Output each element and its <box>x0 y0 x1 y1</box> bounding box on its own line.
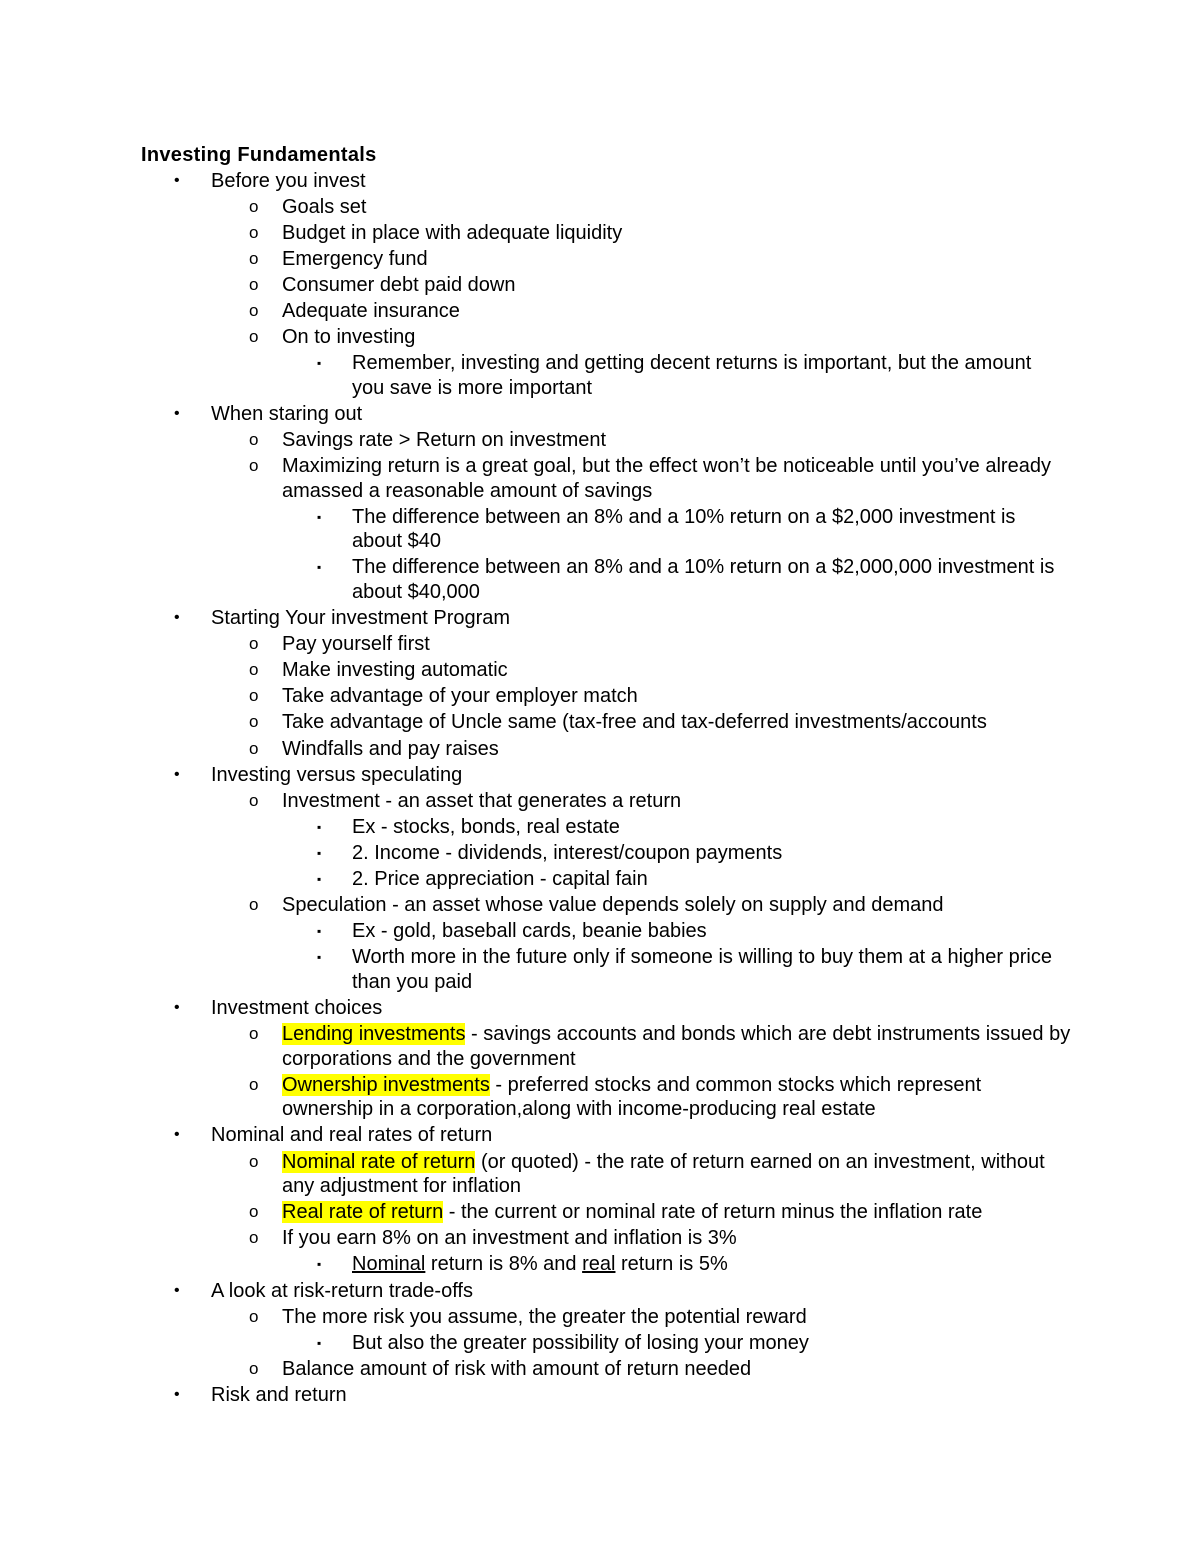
item-text: Goals set <box>282 195 367 218</box>
item-text: The difference between an 8% and a 10% return on a $2,000 investment is about $40 <box>352 505 1016 553</box>
list-item-level-0 <box>0 169 1071 194</box>
circle-bullet-icon: o <box>249 429 259 449</box>
list-item-level-2 <box>0 351 1067 400</box>
item-text: Adequate insurance <box>282 299 460 322</box>
item-text: Budget in place with adequate liquidity <box>282 221 623 244</box>
list-item-level-1 <box>0 684 1072 709</box>
item-text: On to investing <box>282 326 416 349</box>
circle-bullet-icon: o <box>249 660 259 680</box>
disc-bullet-icon: • <box>174 1281 180 1299</box>
item-text: Speculation - an asset whose value depends solely on supply and demand <box>282 894 944 917</box>
item-text: Ex - stocks, bonds, real estate <box>352 815 620 838</box>
square-bullet-icon: ▪ <box>317 1335 322 1350</box>
circle-bullet-icon: o <box>249 327 259 347</box>
item-text: Nominal and real rates of return <box>211 1124 493 1147</box>
list-item-level-2 <box>0 1252 1067 1277</box>
item-text: - savings accounts and bonds which are debt instruments issued by corporations and the government <box>282 1023 1071 1070</box>
square-bullet-icon: ▪ <box>317 356 322 371</box>
circle-bullet-icon: o <box>249 300 259 320</box>
circle-bullet-icon: o <box>249 1358 259 1378</box>
disc-bullet-icon: • <box>174 404 180 422</box>
list-item-level-0 <box>0 606 1071 631</box>
circle-bullet-icon: o <box>249 712 259 732</box>
list-item-level-0 <box>0 996 1071 1021</box>
square-bullet-icon: ▪ <box>317 560 322 575</box>
square-bullet-icon: ▪ <box>317 819 322 834</box>
circle-bullet-icon: o <box>249 1228 259 1248</box>
item-text: If you earn 8% on an investment and inflation is 3% <box>282 1227 737 1250</box>
circle-bullet-icon: o <box>249 895 259 915</box>
item-text: Investment - an asset that generates a return <box>282 789 682 812</box>
item-text: 2. Income - dividends, interest/coupon payments <box>352 841 783 864</box>
item-text: return is 5% <box>615 1253 728 1276</box>
item-text: 2. Price appreciation - capital fain <box>352 868 648 891</box>
circle-bullet-icon: o <box>249 686 259 706</box>
circle-bullet-icon: o <box>249 274 259 294</box>
square-bullet-icon: ▪ <box>317 924 322 939</box>
highlighted-term: Ownership investments <box>282 1073 490 1096</box>
circle-bullet-icon: o <box>249 1306 259 1326</box>
item-text: (or quoted) - the rate of return earned on an investment, without any adjustment for inflation <box>282 1150 1045 1198</box>
item-text: Risk and return <box>211 1383 347 1406</box>
list-item-level-1 <box>0 1073 1072 1122</box>
list-item-level-1 <box>0 299 1072 324</box>
list-item-level-2 <box>0 919 1067 944</box>
item-text: - preferred stocks and common stocks which represent ownership in a corporation,along with income-producing real estate <box>282 1073 982 1121</box>
list-item-level-2 <box>0 841 1067 866</box>
item-text: When staring out <box>211 402 363 425</box>
list-item-level-2 <box>0 555 1067 604</box>
list-item-level-1 <box>0 1226 1072 1251</box>
list-item-level-0 <box>0 1279 1071 1304</box>
underlined-term: real <box>582 1253 616 1276</box>
circle-bullet-icon: o <box>249 1202 259 1222</box>
circle-bullet-icon: o <box>249 1074 259 1094</box>
item-text: Balance amount of risk with amount of return needed <box>282 1357 752 1380</box>
item-text: Emergency fund <box>282 247 428 270</box>
list-item-level-2 <box>0 815 1067 840</box>
circle-bullet-icon: o <box>249 1024 259 1044</box>
square-bullet-icon: ▪ <box>317 872 322 887</box>
list-item-level-1 <box>0 893 1072 918</box>
list-item-level-1 <box>0 1022 1072 1071</box>
list-item-level-1 <box>0 1357 1072 1382</box>
list-item-level-1 <box>0 325 1072 350</box>
disc-bullet-icon: • <box>174 999 180 1016</box>
list-item-level-1 <box>0 247 1072 272</box>
list-item-level-0 <box>0 1383 1071 1408</box>
list-item-level-2 <box>0 867 1067 892</box>
item-text: But also the greater possibility of losing your money <box>352 1331 809 1354</box>
item-text: Take advantage of Uncle same (tax-free and tax-deferred investments/accounts <box>282 711 987 734</box>
list-item-level-1 <box>0 273 1072 298</box>
disc-bullet-icon: • <box>174 171 180 189</box>
list-item-level-2 <box>0 1331 1067 1356</box>
item-text: Investing versus speculating <box>211 763 463 786</box>
list-item-level-1 <box>0 1150 1072 1199</box>
item-text: Remember, investing and getting decent returns is important, but the amount you save is more important <box>352 352 1032 399</box>
item-text: Maximizing return is a great goal, but the effect won’t be noticeable until you’ve already amassed a reasonable amount of savings <box>282 455 1051 502</box>
list-item-level-0 <box>0 1123 1071 1148</box>
item-text: - the current or nominal rate of return minus the inflation rate <box>443 1201 983 1224</box>
item-text: The difference between an 8% and a 10% return on a $2,000,000 investment is about $40,000 <box>352 556 1055 603</box>
underlined-term: Nominal <box>352 1253 426 1276</box>
circle-bullet-icon: o <box>249 456 259 476</box>
list-item-level-1 <box>0 221 1072 246</box>
outline-list <box>0 167 1200 1408</box>
list-item-level-1 <box>0 195 1072 220</box>
item-text: Consumer debt paid down <box>282 273 516 296</box>
item-text: Ex - gold, baseball cards, beanie babies <box>352 920 707 943</box>
list-item-level-0 <box>0 402 1071 427</box>
list-item-level-1 <box>0 737 1072 762</box>
list-item-level-2 <box>0 945 1067 994</box>
list-item-level-1 <box>0 428 1072 453</box>
list-item-level-1 <box>0 1200 1072 1225</box>
item-text: Take advantage of your employer match <box>282 685 638 708</box>
document-title: Investing Fundamentals <box>141 144 377 166</box>
list-item-level-1 <box>0 632 1072 657</box>
list-item-level-1 <box>0 710 1072 735</box>
highlighted-term: Real rate of return <box>282 1201 444 1224</box>
list-item-level-1 <box>0 789 1072 814</box>
item-text: Before you invest <box>211 169 366 192</box>
circle-bullet-icon: o <box>249 738 259 758</box>
item-text: Investment choices <box>211 997 383 1019</box>
square-bullet-icon: ▪ <box>317 950 322 965</box>
item-text: Worth more in the future only if someone is willing to buy them at a higher price than you paid <box>352 946 1052 993</box>
square-bullet-icon: ▪ <box>317 509 322 524</box>
disc-bullet-icon: • <box>174 765 180 783</box>
square-bullet-icon: ▪ <box>317 845 322 860</box>
square-bullet-icon: ▪ <box>317 1257 322 1272</box>
list-item-level-1 <box>0 1305 1072 1330</box>
circle-bullet-icon: o <box>249 248 259 268</box>
list-item-level-0 <box>0 763 1071 788</box>
highlighted-term: Lending investments <box>282 1023 466 1046</box>
circle-bullet-icon: o <box>249 790 259 810</box>
item-text: Pay yourself first <box>282 633 430 656</box>
item-text: The more risk you assume, the greater the potential reward <box>282 1305 807 1328</box>
circle-bullet-icon: o <box>249 1151 259 1171</box>
circle-bullet-icon: o <box>249 634 259 654</box>
item-text: A look at risk-return trade-offs <box>211 1279 473 1302</box>
highlighted-term: Nominal rate of return <box>282 1150 476 1173</box>
item-text: Windfalls and pay raises <box>282 737 499 760</box>
item-text: Savings rate > Return on investment <box>282 428 607 451</box>
disc-bullet-icon: • <box>174 1126 180 1144</box>
disc-bullet-icon: • <box>174 609 180 627</box>
circle-bullet-icon: o <box>249 222 259 242</box>
list-item-level-2 <box>0 505 1067 554</box>
item-text: Make investing automatic <box>282 659 508 682</box>
list-item-level-1 <box>0 658 1072 683</box>
item-text: Starting Your investment Program <box>211 607 511 630</box>
circle-bullet-icon: o <box>249 196 259 216</box>
item-text: return is 8% and <box>425 1253 583 1276</box>
list-item-level-1 <box>0 454 1072 503</box>
disc-bullet-icon: • <box>174 1385 180 1403</box>
